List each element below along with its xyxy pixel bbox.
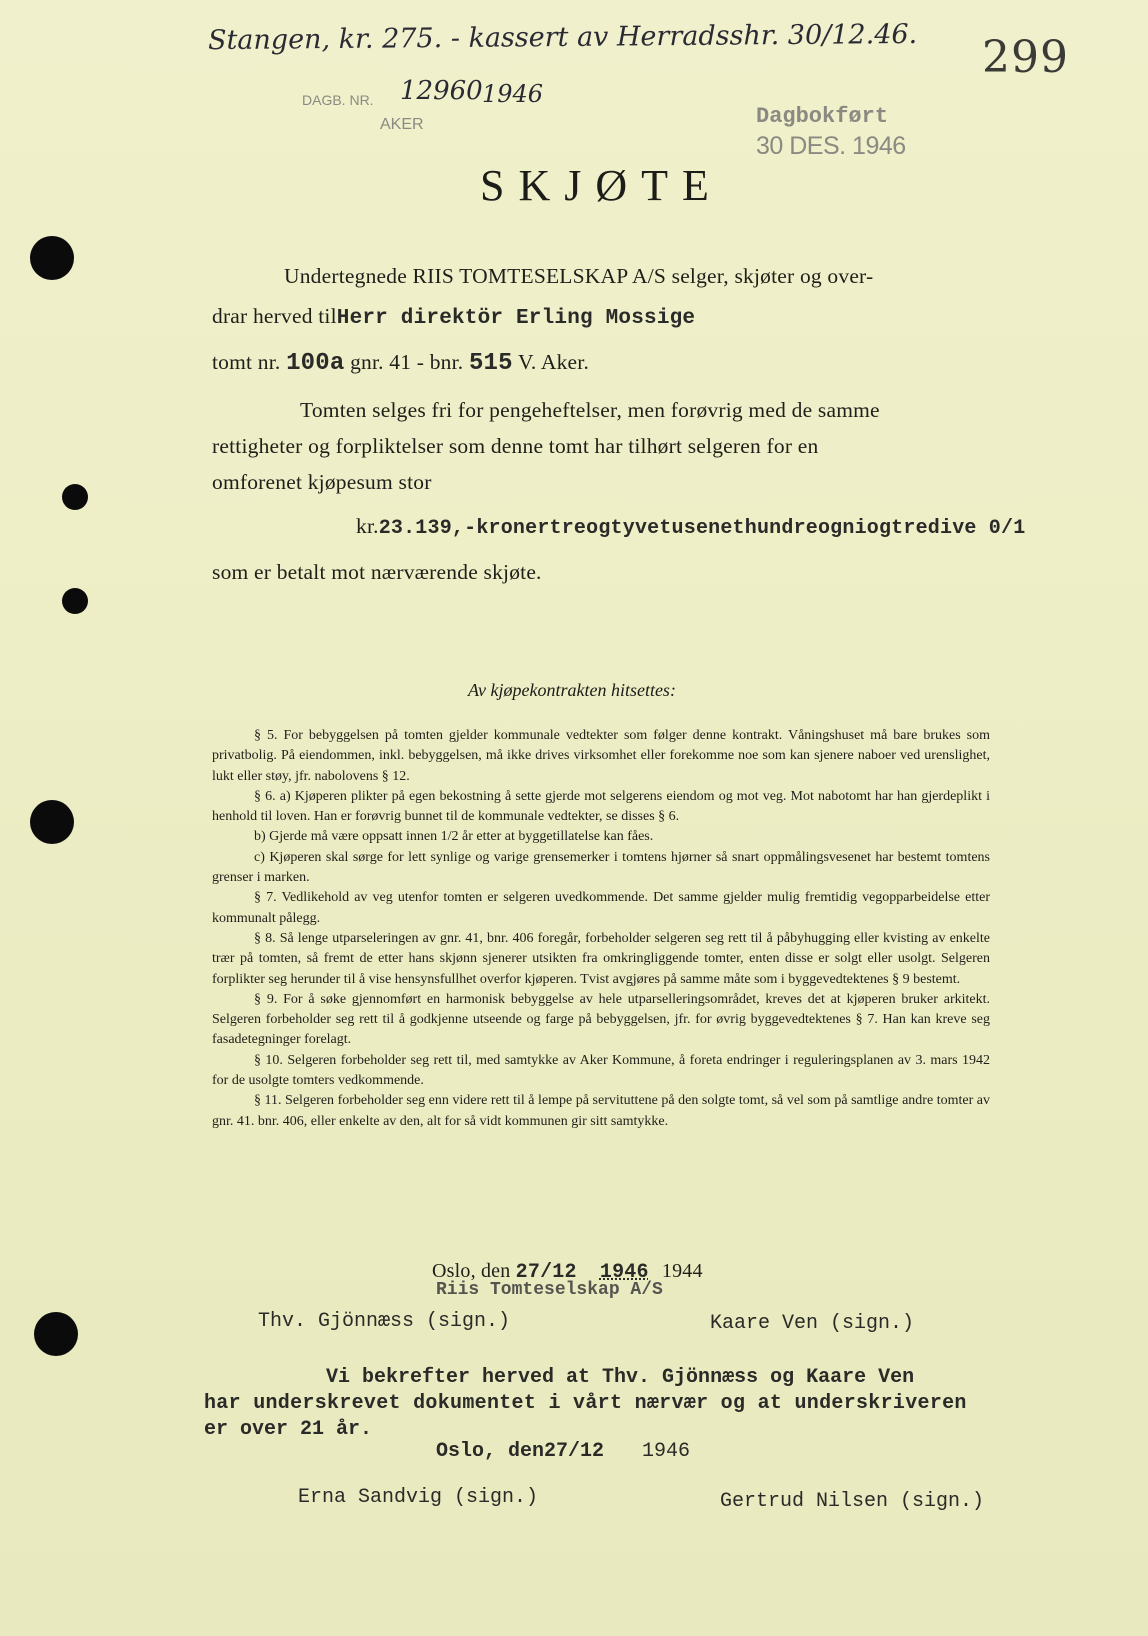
intro-line-1: Undertegnede RIIS TOMTESELSKAP A/S selger, skjøter og over-: [284, 264, 874, 288]
handwritten-note: Stangen, kr. 275. - kassert av Herradsshr. 30/12.46.: [207, 18, 918, 57]
contract-heading: Av kjøpekontrakten hitsettes:: [468, 680, 676, 700]
journal-year: 1946: [482, 80, 544, 108]
punch-hole: [30, 236, 74, 280]
price-line-1: Tomten selges fri for pengeheftelser, men forøvrig med de samme: [300, 398, 880, 422]
intro-line-3: [212, 350, 589, 377]
folio-number: 299: [982, 32, 1069, 83]
intro-line-2-prefix: drar herved til: [212, 304, 337, 328]
company-name: Riis Tomteselskap A/S: [436, 1280, 663, 1300]
contract-clauses: [212, 726, 990, 1132]
price-amount: 23.139,-kronertreogtyvetusenethundreogniogtredive 0/1: [378, 517, 1026, 540]
signing-place: Oslo, den: [432, 1260, 511, 1282]
clause-7: § 7. Vedlikehold av veg utenfor tomten er selgeren uvedkommende. Det samme gjelder mulig fremtidig vegopparbeidelse etter kommunalt pålegg.: [212, 890, 990, 926]
clause-8: § 8. Så lenge utparseleringen av gnr. 41, bnr. 406 foregår, forbeholder selgeren seg rett til å påbyhugging eller kvisting av enkelte trær på tomten, så fremt de etter hans skjønn sjenerer utsikten fra omkringliggende tomter, enten disse er solgt eller usolgt. Selgeren forplikter seg herunder til å vise hensynsfullhet overfor kjøperen. Tvist avgjøres på samme måte som i byggevedtektenes § 9 bestemt.: [212, 930, 990, 987]
witness-place-date-text: Oslo, den27/12: [436, 1440, 605, 1463]
tomt-number: 100a: [286, 350, 345, 377]
journal-stamp-label: DAGB. NR.: [302, 92, 374, 108]
punch-hole: [62, 588, 88, 614]
witness-place-date: [436, 1440, 690, 1463]
price-amount-line: [356, 514, 1025, 540]
clause-9: § 9. For å søke gjennomført en harmonisk bebyggelse av hele utparselleringsområdet, kreves det at kjøperen bruker arkitekt. Selgeren forbeholder seg rett til å godkjenne utseende og farge på bebyggelsen, jfr. for øvrig byggevedtektenes § 7. Han kan kreve seg fasadetegninger forelagt.: [212, 991, 990, 1048]
witness-year: 1946: [642, 1440, 691, 1463]
price-line-3: omforenet kjøpesum stor: [212, 470, 432, 494]
journal-number: 12960: [400, 76, 483, 106]
punch-hole: [62, 484, 88, 510]
price-line-2: rettigheter og forpliktelser som denne tomt har tilhørt selgeren for en: [212, 434, 819, 458]
punch-hole: [34, 1312, 78, 1356]
clause-6a: § 6. a) Kjøperen plikter på egen bekostning å sette gjerde mot selgerens eiendom og mot veg. Mot nabotomt har han gjerdeplikt i henhold til loven. Han er forøvrig bunnet til de kommunale vedtekter, se disses § 6.: [212, 788, 990, 825]
amount-prefix: kr.: [356, 514, 379, 538]
stamp-place: AKER: [380, 116, 424, 133]
buyer-name: Herr direktör Erling Mossige: [336, 307, 696, 330]
signer-1: Thv. Gjönnæss (sign.): [258, 1310, 511, 1333]
registered-stamp-date: 30 DES. 1946: [756, 132, 906, 160]
document-title: SKJØTE: [480, 161, 723, 210]
signing-date: 27/12: [515, 1261, 577, 1284]
place: V. Aker.: [517, 350, 590, 374]
clause-6b: b) Gjerde må være oppsatt innen 1/2 år etter at byggetillatelse kan fåes.: [254, 829, 654, 845]
tomt-label: tomt nr.: [212, 350, 281, 374]
witness-line-2: har underskrevet dokumentet i vårt nærvær og at underskriveren: [204, 1392, 967, 1415]
clause-11: § 11. Selgeren forbeholder seg enn videre rett til å lempe på servituttene på den solgte tomt, så vel som på samtlige andre tomter av gnr. 41. bnr. 406, eller enkelte av den, alt for så vidt kommunen gir sitt samtykke.: [212, 1093, 990, 1129]
signer-2: Kaare Ven (sign.): [710, 1312, 915, 1335]
signing-year-printed: 1944: [661, 1260, 703, 1282]
witness-line-3: er over 21 år.: [204, 1418, 373, 1441]
clause-6c: c) Kjøperen skal sørge for lett synlige og varige grensemerker i tomtens hjørner så snart oppmålingsvesenet har bestemt tomtens grenser i marken.: [212, 849, 990, 886]
witness-1: Erna Sandvig (sign.): [298, 1486, 539, 1509]
signing-year-typed: 1946: [599, 1261, 649, 1284]
gnr-text: gnr. 41 - bnr.: [350, 350, 464, 374]
clause-5: § 5. For bebyggelsen på tomten gjelder kommunale vedtekter som følger denne kontrakt. Våningshuset må bare brukes som privatbolig. På eiendommen, inkl. bebyggelsen, må ikke drives virksomhet eller forekomme noe som kan sjenere naboer ved urenslighet, lukt eller støy, jfr. nabolovens § 12.: [212, 728, 990, 784]
punch-hole: [30, 800, 74, 844]
price-line-5: som er betalt mot nærværende skjøte.: [212, 560, 542, 584]
intro-line-2: [212, 304, 695, 330]
witness-line-1: Vi bekrefter herved at Thv. Gjönnæss og Kaare Ven: [326, 1366, 915, 1389]
registered-stamp-label: Dagbokført: [756, 104, 889, 129]
witness-2: Gertrud Nilsen (sign.): [720, 1490, 985, 1513]
clause-10: § 10. Selgeren forbeholder seg rett til, med samtykke av Aker Kommune, å foreta endringer i reguleringsplanen av 3. mars 1942 for de usolgte tomters vedkommende.: [212, 1052, 990, 1089]
bnr-number: 515: [468, 350, 513, 377]
